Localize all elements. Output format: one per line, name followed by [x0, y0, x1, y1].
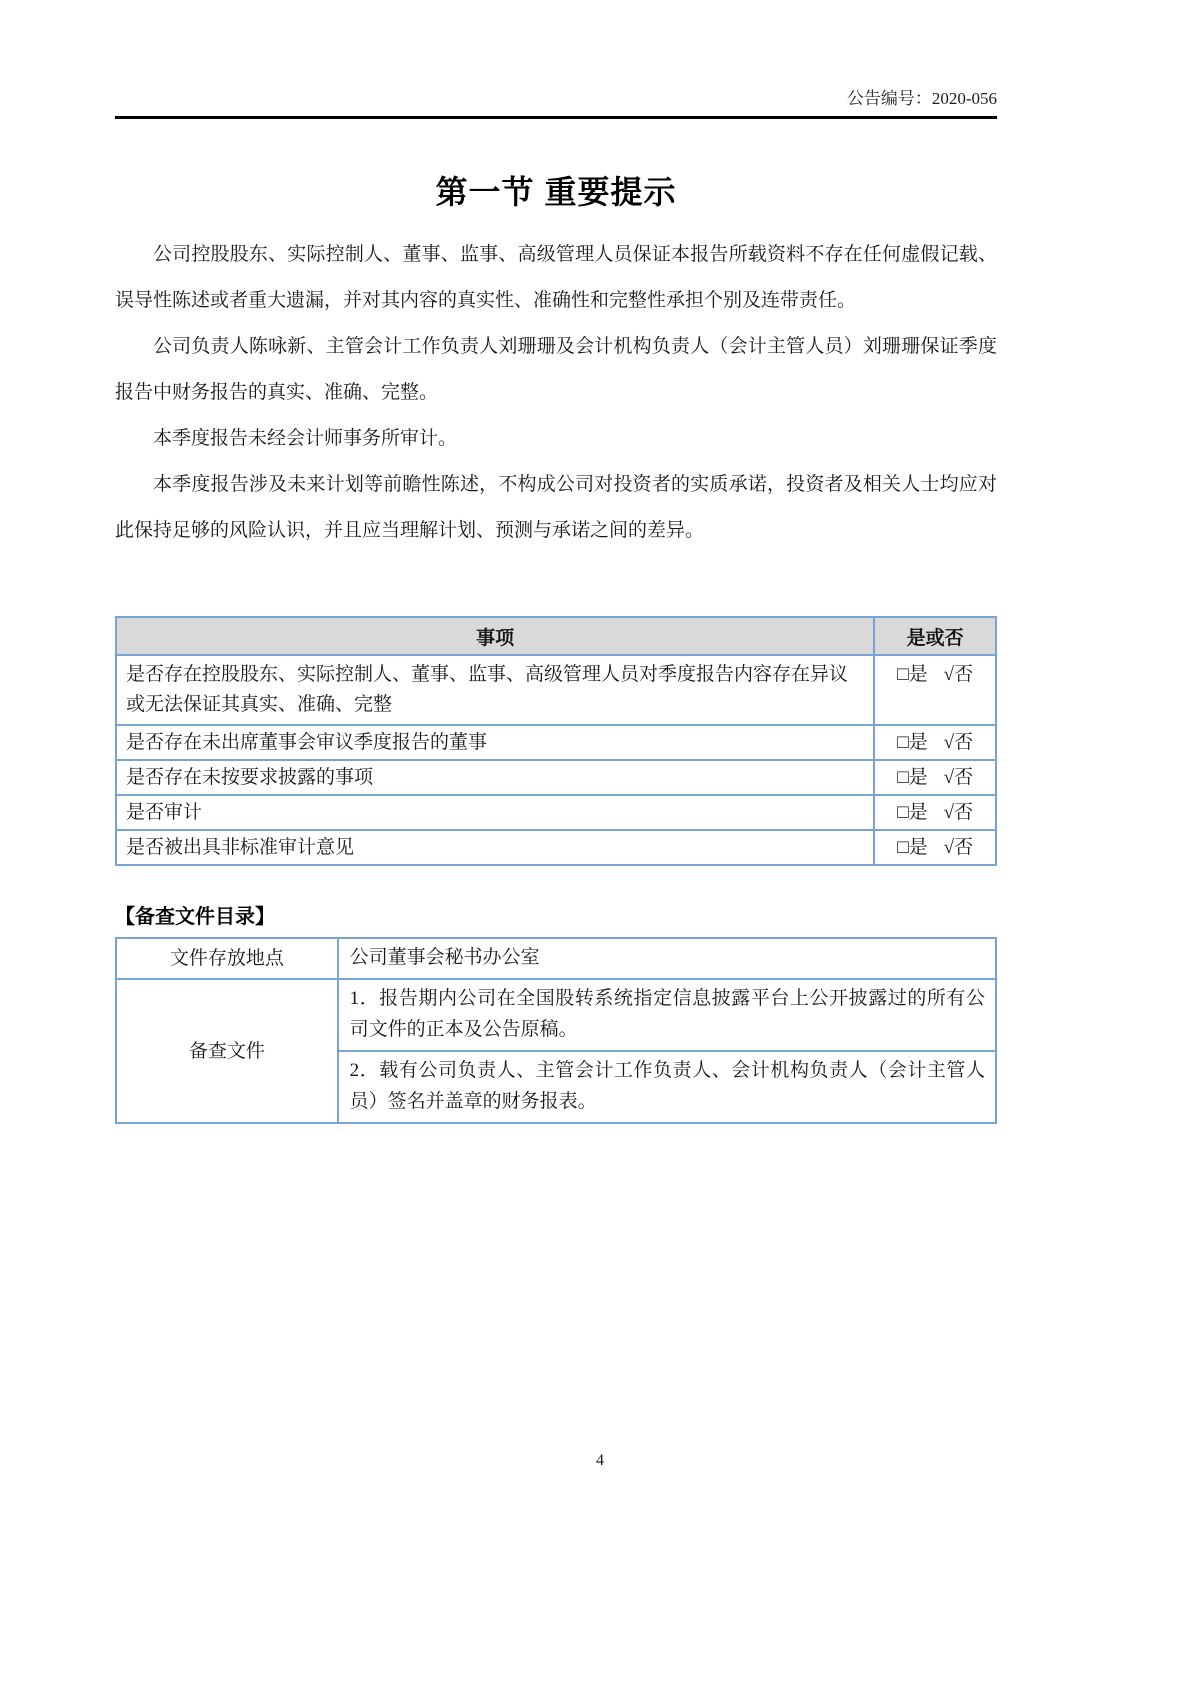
paragraph-responsible-persons: 公司负责人陈咏新、主管会计工作负责人刘珊珊及会计机构负责人（会计主管人员）刘珊珊保证季度报告中财务报告的真实、准确、完整。 [115, 336, 997, 403]
matter-text: 是否被出具非标准审计意见 [116, 830, 874, 865]
matter-text: 是否存在控股股东、实际控制人、董事、监事、高级管理人员对季度报告内容存在异议或无法保证其真实、准确、完整 [116, 655, 874, 725]
paragraph-unaudited: 本季度报告未经会计师事务所审计。 [153, 428, 458, 449]
matter-text: 是否审计 [116, 795, 874, 830]
checkbox-no: √否 [943, 732, 974, 753]
paragraph-forward-looking: 本季度报告涉及未来计划等前瞻性陈述，不构成公司对投资者的实质承诺，投资者及相关人士均应对此保持足够的风险认识，并且应当理解计划、预测与承诺之间的差异。 [115, 474, 997, 541]
checkbox-yes: □是 [897, 664, 928, 685]
yesno-cell [874, 725, 996, 760]
header-rule [115, 116, 997, 119]
table-row [116, 979, 996, 1051]
page-number: 4 [596, 1452, 604, 1469]
location-label: 文件存放地点 [116, 938, 338, 979]
page-content [115, 0, 997, 1124]
matter-text: 是否存在未出席董事会审议季度报告的董事 [116, 725, 874, 760]
table-row [116, 830, 996, 865]
yesno-cell [874, 760, 996, 795]
table-row [116, 760, 996, 795]
checkbox-yes: □是 [897, 837, 928, 858]
table-row [116, 725, 996, 760]
documents-directory-heading: 【备查文件目录】 [115, 906, 275, 928]
matters-table [115, 616, 997, 866]
matter-text: 是否存在未按要求披露的事项 [116, 760, 874, 795]
yesno-cell [874, 655, 996, 725]
page-title: 第一节 重要提示 [435, 174, 677, 210]
checkbox-no: √否 [943, 837, 974, 858]
checkbox-yes: □是 [897, 732, 928, 753]
table-row [116, 938, 996, 979]
files-label: 备查文件 [116, 979, 338, 1123]
paragraph-guarantee: 公司控股股东、实际控制人、董事、监事、高级管理人员保证本报告所载资料不存在任何虚假记载、误导性陈述或者重大遗漏，并对其内容的真实性、准确性和完整性承担个别及连带责任。 [115, 244, 997, 311]
matters-header-item: 事项 [116, 617, 874, 655]
checkbox-yes: □是 [897, 802, 928, 823]
checkbox-no: √否 [943, 767, 974, 788]
file-item: 1．报告期内公司在全国股转系统指定信息披露平台上公开披露过的所有公司文件的正本及公告原稿。 [338, 979, 996, 1051]
checkbox-no: √否 [943, 664, 974, 685]
table-row [116, 655, 996, 725]
announcement-number: 公告编号：2020-056 [846, 89, 997, 108]
yesno-cell [874, 795, 996, 830]
checkbox-no: √否 [943, 802, 974, 823]
location-value: 公司董事会秘书办公室 [338, 938, 996, 979]
file-item: 2．载有公司负责人、主管会计工作负责人、会计机构负责人（会计主管人员）签名并盖章的财务报表。 [338, 1051, 996, 1123]
matters-header-row [116, 617, 996, 655]
checkbox-yes: □是 [897, 767, 928, 788]
matters-header-yesno: 是或否 [874, 617, 996, 655]
documents-table [115, 937, 997, 1124]
table-row [116, 795, 996, 830]
yesno-cell [874, 830, 996, 865]
intro-paragraphs [115, 232, 997, 554]
